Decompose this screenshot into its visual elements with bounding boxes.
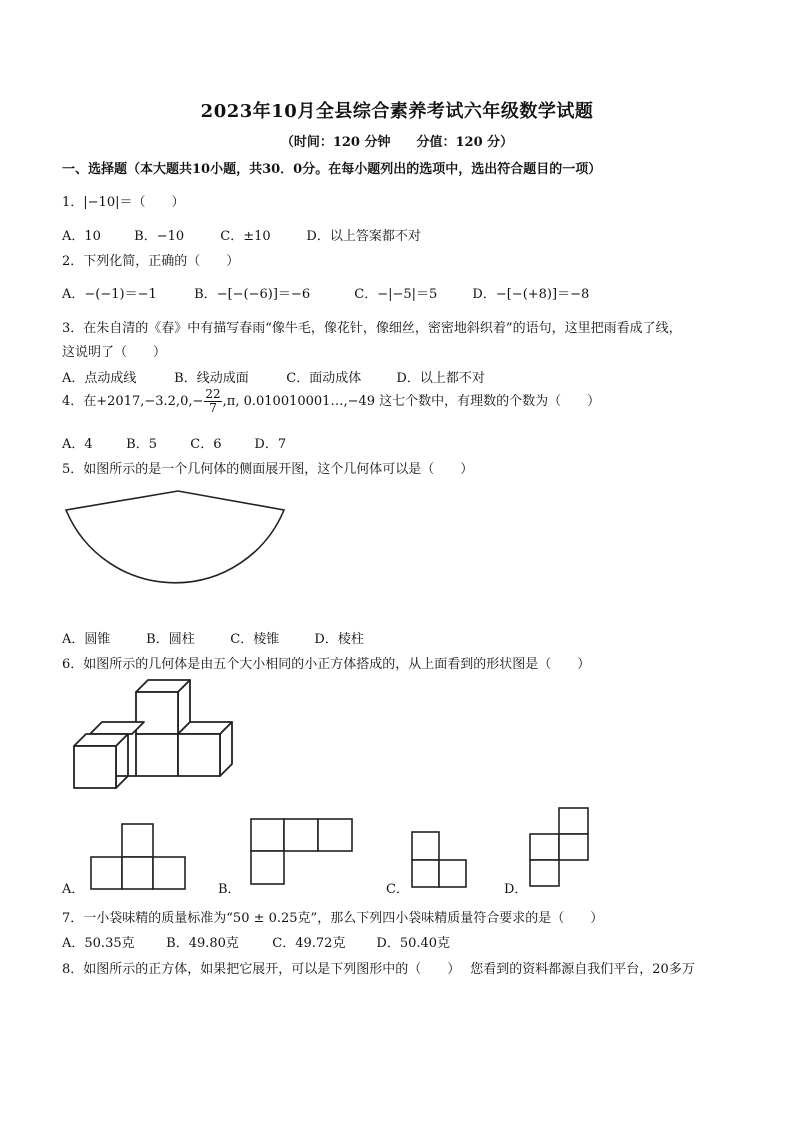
option-d: D．−[−(+8)]＝−8	[472, 287, 590, 302]
question-4-stem	[62, 388, 600, 415]
option-d: D．以上都不对	[396, 371, 485, 386]
section-heading: 一、选择题（本大题共10小题，共30．0分。在每小题列出的选项中，选出符合题目的一项）	[62, 162, 602, 177]
option-d: D．50.40克	[376, 936, 451, 951]
option-a: A．圆锥	[62, 632, 111, 647]
question-5-stem: 5．如图所示的是一个几何体的侧面展开图，这个几何体可以是（ ）	[62, 462, 474, 477]
option-c-label: C．	[386, 882, 409, 897]
option-c: C．6	[190, 437, 222, 452]
option-b-shape	[250, 817, 355, 887]
option-b: B．49.80克	[166, 936, 239, 951]
option-c: C．49.72克	[272, 936, 346, 951]
question-4-stem-end: ,π, 0.010010001…,−49 这七个数中，有理数的个数为（ ）	[222, 394, 601, 409]
fraction-denominator: 7	[209, 401, 217, 415]
option-a-label: A．	[62, 882, 85, 897]
option-b: B．线动成面	[174, 371, 249, 386]
question-3-options	[62, 367, 485, 386]
option-d-shape	[528, 806, 618, 890]
option-c: C．−|−5|＝5	[354, 287, 438, 302]
sector-net-figure	[62, 485, 292, 615]
option-d: D．以上答案都不对	[306, 229, 421, 244]
fraction-numerator: 22	[205, 387, 221, 401]
option-a: A．点动成线	[62, 371, 137, 386]
question-4-stem-start: 4．在+2017,−3.2,0,−	[62, 394, 204, 409]
option-b-label: B．	[218, 882, 241, 897]
option-c: C．棱锥	[230, 632, 280, 647]
option-c: C．面动成体	[286, 371, 362, 386]
option-b: B．圆柱	[146, 632, 195, 647]
question-1-options	[62, 225, 421, 244]
question-8-stem	[62, 958, 695, 977]
option-b: B．5	[126, 437, 157, 452]
page-title: 2023年10月全县综合素养考试六年级数学试题	[200, 101, 594, 122]
question-3-stem-line-2: 这说明了（ ）	[62, 345, 167, 360]
question-6-stem: 6．如图所示的几何体是由五个大小相同的小正方体搭成的，从上面看到的形状图是（ ）	[62, 657, 591, 672]
question-3-stem-line-1: 3．在朱自清的《春》中有描写春雨“像牛毛，像花针，像细丝，密密地斜织着”的语句，这里把雨看成了线，	[62, 321, 682, 336]
exam-info: （时间：120 分钟 分值：120 分）	[280, 135, 514, 150]
option-d-label: D．	[504, 882, 528, 897]
cube-stack-figure	[62, 676, 242, 796]
question-4-options	[62, 433, 286, 452]
question-2-options	[62, 283, 589, 302]
option-a: A．−(−1)＝−1	[62, 287, 157, 302]
question-8-trailing-text: 您看到的资料都源自我们平台，20多万	[470, 962, 695, 977]
option-b: B．−[−(−6)]＝−6	[194, 287, 311, 302]
option-c-shape	[410, 830, 470, 890]
fraction	[204, 388, 221, 415]
option-a: A．10	[62, 229, 101, 244]
question-5-options	[62, 628, 364, 647]
option-b: B．−10	[134, 229, 185, 244]
question-2-stem: 2．下列化简，正确的（ ）	[62, 254, 240, 269]
option-c: C．±10	[220, 229, 271, 244]
question-7-stem: 7．一小袋味精的质量标准为“50 ± 0.25克”，那么下列四小袋味精质量符合要求的是（ ）	[62, 911, 604, 926]
question-7-options	[62, 932, 450, 951]
option-d: D．7	[254, 437, 287, 452]
option-a-shape	[90, 822, 190, 892]
question-8-text: 8．如图所示的正方体，如果把它展开，可以是下列图形中的（ ）	[62, 962, 461, 977]
option-a: A．4	[62, 437, 93, 452]
option-d: D．棱柱	[314, 632, 364, 647]
question-1-stem: 1．|−10|＝（ ）	[62, 195, 185, 210]
option-a: A．50.35克	[62, 936, 135, 951]
